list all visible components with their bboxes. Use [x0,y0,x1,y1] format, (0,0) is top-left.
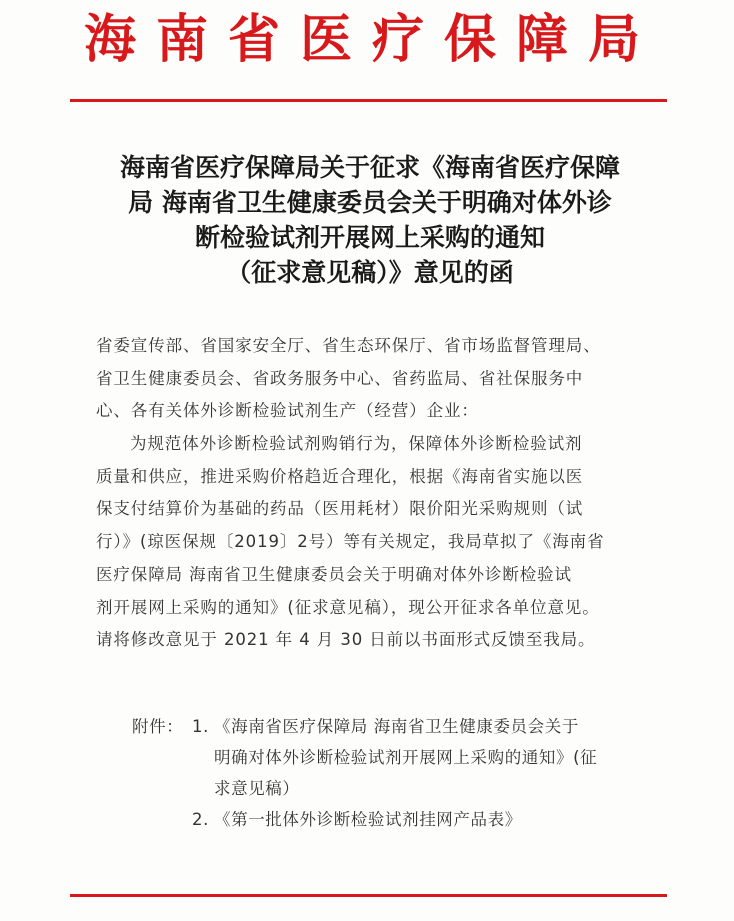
body-paragraph [96,428,656,657]
paragraph-line: 剂开展网上采购的通知》(征求意见稿），现公开征求各单位意见。 [96,597,600,617]
attachment-item [132,804,652,835]
attachment-item [132,711,652,804]
attachment-text [214,804,522,835]
letter-body [96,330,656,657]
paragraph-line: 保支付结算价为基础的药品（医用耗材）限价阳光采购规则（试 [96,499,584,519]
attachment-text [214,711,597,804]
addressee-line: 省委宣传部、省国家安全厅、省生态环保厅、省市场监督管理局、 [96,336,601,355]
attachment-number: 2. [192,810,209,829]
agency-masthead: 海南省医疗保障局 [83,9,660,70]
footer-red-rule [70,894,667,897]
paragraph-line: 请将修改意见于 2021 年 4 月 30 日前以书面形式反馈至我局。 [96,630,596,650]
attachment-number: 1. [192,717,209,736]
paragraph-line: 质量和供应，推进采购价格趋近合理化，根据《海南省实施以医 [96,466,584,486]
attachment-line: 《海南省医疗保障局 海南省卫生健康委员会关于 [214,717,579,736]
paragraph-line: 行）》(琼医保规〔2019〕2号）等有关规定，我局草拟了《海南省 [96,532,605,552]
paragraph-line: 医疗保障局 海南省卫生健康委员会关于明确对体外诊断检验试 [96,564,572,584]
paragraph-line: 为规范体外诊断检验试剂购销行为，保障体外诊断检验试剂 [130,434,583,454]
title-line: （征求意见稿）》意见的函 [226,258,514,287]
document-title [80,150,660,290]
title-line: 局 海南省卫生健康委员会关于明确对体外诊 [128,188,612,217]
title-line: 断检验试剂开展网上采购的通知 [194,223,545,252]
masthead-red-rule [70,99,667,102]
attachment-line: 求意见稿） [214,779,300,798]
attachments-label: 附件： [132,717,184,736]
addressee-line: 心、各有关体外诊断检验试剂生产（经营）企业： [96,401,479,421]
title-line: 海南省医疗保障局关于征求《海南省医疗保障 [119,153,620,182]
addressee-line: 省卫生健康委员会、省政务服务中心、省药监局、省社保服务中 [96,368,584,388]
attachments-block [132,711,652,835]
attachment-line: 《第一批体外诊断检验试剂挂网产品表》 [214,810,522,829]
addressee-block [96,330,656,428]
attachment-line: 明确对体外诊断检验试剂开展网上采购的通知》(征 [214,748,598,767]
